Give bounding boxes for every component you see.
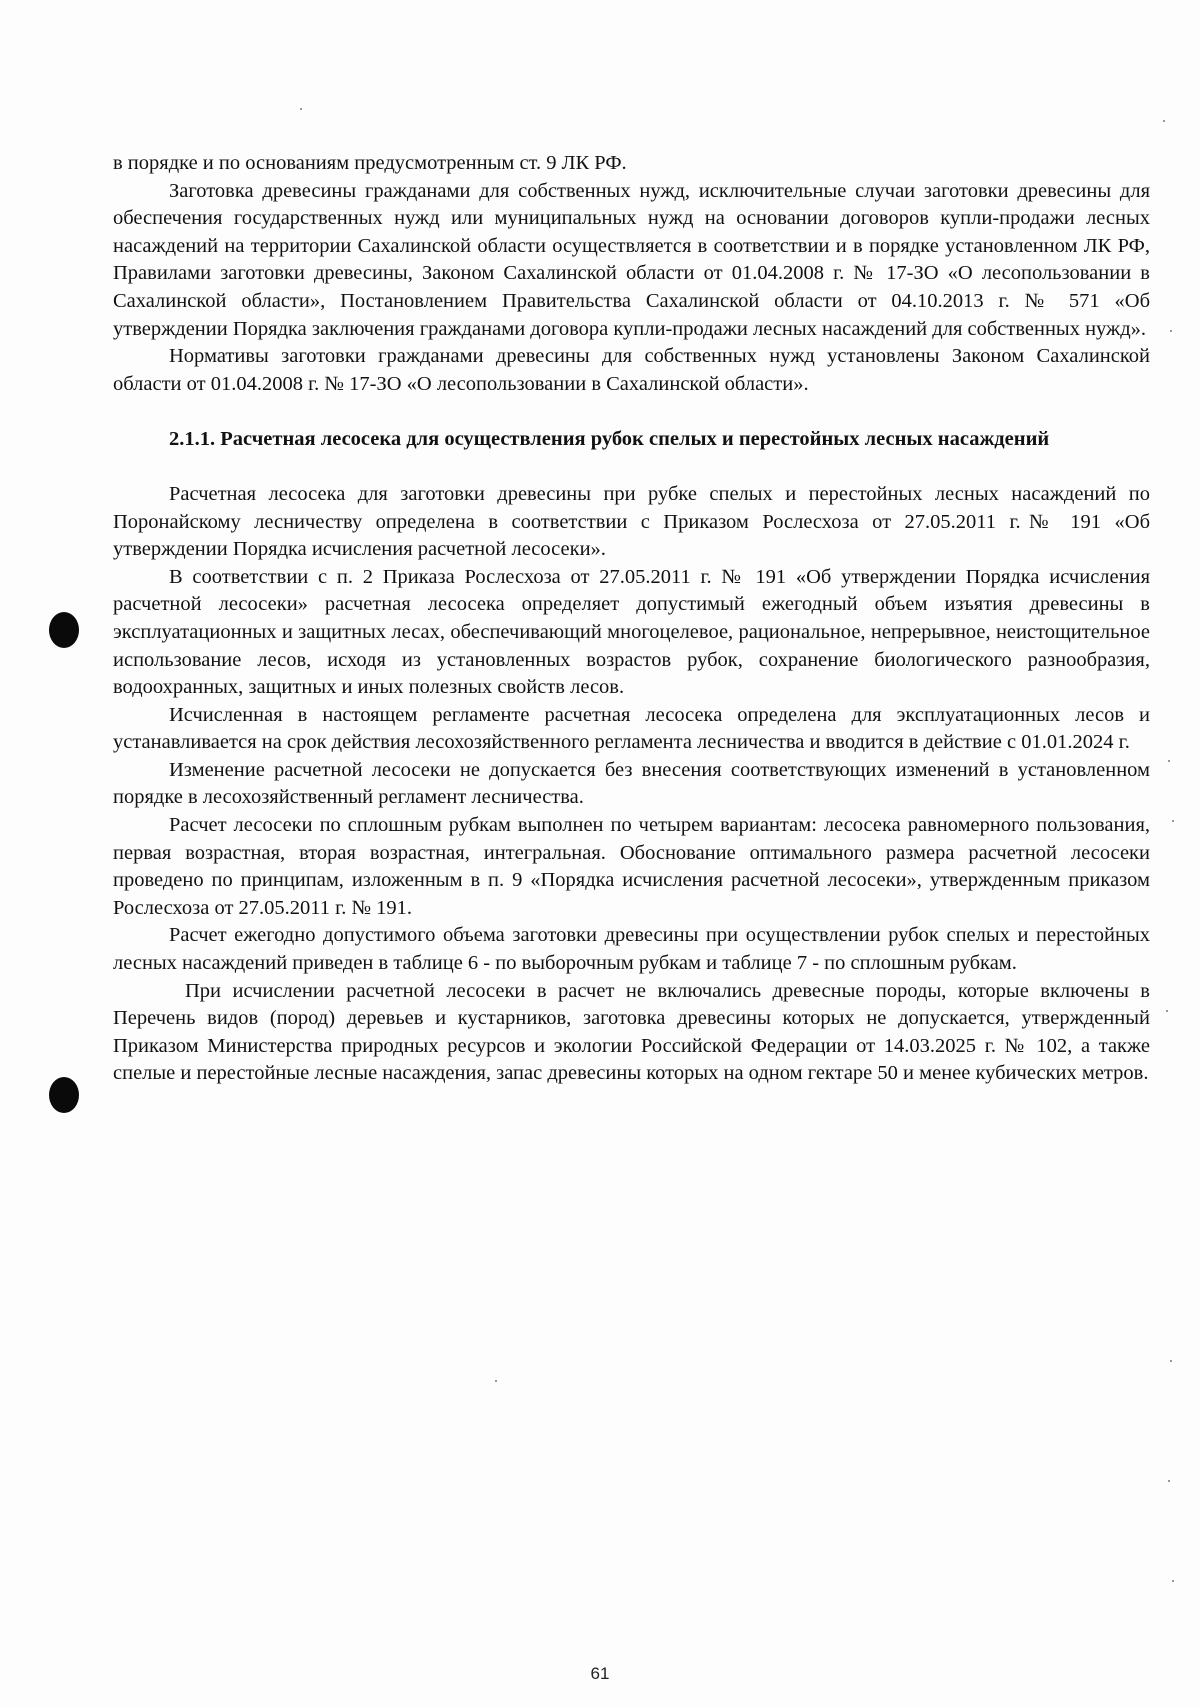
scan-speck [1168, 760, 1170, 762]
paragraph: в порядке и по основаниям предусмотренным ст. 9 ЛК РФ. [113, 152, 627, 174]
scan-speck [1163, 120, 1165, 122]
paragraph: Заготовка древесины гражданами для собственных нужд, исключительные случаи заготовки древесины для обеспечения государственных нужд или муниципальных нужд на основании договоров купли-продажи лесных насаждений на территории Сахалинской области осуществляется в соответствии и в порядке установленном ЛК РФ, Правилами заготовки древесины, Законом Сахалинской области от 01.04.2008 г. № 17-ЗО «О лесопользовании в Сахалинской области», Постановлением Правительства Сахалинской области от 04.10.2013 г. № 571 «Об утверждении Порядка заключения гражданами договора купли-продажи лесных насаждений для собственных нужд». [113, 179, 1150, 340]
punch-hole-mark [49, 1077, 79, 1113]
paragraph: Расчет лесосеки по сплошным рубкам выполнен по четырем вариантам: лесосека равномерного пользования, первая возрастная, вторая возрастная, интегральная. Обоснование оптимального размера расчетной лесосеки проведено по принципам, изложенным в п. 9 «Порядка исчисления расчетной лесосеки», утвержденным приказом Рослесхоза от 27.05.2011 г. № 191. [113, 814, 1150, 919]
page-number: 61 [590, 1664, 610, 1683]
paragraph: Расчетная лесосека для заготовки древесины при рубке спелых и перестойных лесных насаждений по Поронайскому лесничеству определена в соответствии с Приказом Рослесхоза от 27.05.2011 г.№ 191 «Об утверждении Порядка исчисления расчетной лесосеки». [113, 482, 1150, 561]
scan-speck [1168, 1480, 1170, 1482]
paragraph: При исчислении расчетной лесосеки в расчет не включались древесные породы, которые включены в Перечень видов (пород) деревьев и кустарников, заготовка древесины которых не допускается, утвержденный Приказом Министерства природных ресурсов и экологии Российской Федерации от 14.03.2025 г. № 102, а также спелые и перестойные лесные насаждения, запас древесины которых на одном гектаре 50 и менее кубических метров. [113, 979, 1150, 1085]
scan-speck [1166, 1010, 1168, 1012]
paragraph: Исчисленная в настоящем регламенте расчетная лесосека определена для эксплуатационных лесов и устанавливается на срок действия лесохозяйственного регламента лесничества и вводится в действие с 01.01.2024 г. [113, 703, 1150, 754]
scan-speck [1172, 820, 1174, 822]
paragraph: В соответствии с п. 2 Приказа Рослесхоза от 27.05.2011 г. № 191 «Об утверждении Порядка исчисления расчетной лесосеки» расчетная лесосека определяет допустимый ежегодный объем изъятия древесины в эксплуатационных и защитных лесах, обеспечивающий многоцелевое, рациональное, непрерывное, неистощительное использование лесов, исходя из установленных возрастов рубок, сохранение биологического разнообразия, водоохранных, защитных и иных полезных свойств лесов. [113, 565, 1150, 699]
punch-hole-mark [49, 612, 79, 648]
paragraph: Нормативы заготовки гражданами древесины для собственных нужд установлены Законом Сахалинской области от 01.04.2008 г. № 17-ЗО «О лесопользовании в Сахалинской области». [113, 345, 1150, 395]
section-heading: 2.1.1. Расчетная лесосека для осуществления рубок спелых и перестойных лесных насаждений [169, 428, 1050, 451]
scan-speck [300, 108, 302, 110]
scan-speck [1170, 1360, 1172, 1362]
scan-speck [495, 1380, 497, 1382]
paragraph: Расчет ежегодно допустимого объема заготовки древесины при осуществлении рубок спелых и перестойных лесных насаждений приведен в таблице 6 - по выборочным рубкам и таблице 7 - по сплошным рубкам. [113, 924, 1150, 975]
paragraph: Изменение расчетной лесосеки не допускается без внесения соответствующих изменений в установленном порядке в лесохозяйственный регламент лесничества. [113, 758, 1150, 809]
scan-speck [1172, 1580, 1174, 1582]
document-body [113, 150, 1150, 1088]
scan-speck [1170, 330, 1172, 332]
